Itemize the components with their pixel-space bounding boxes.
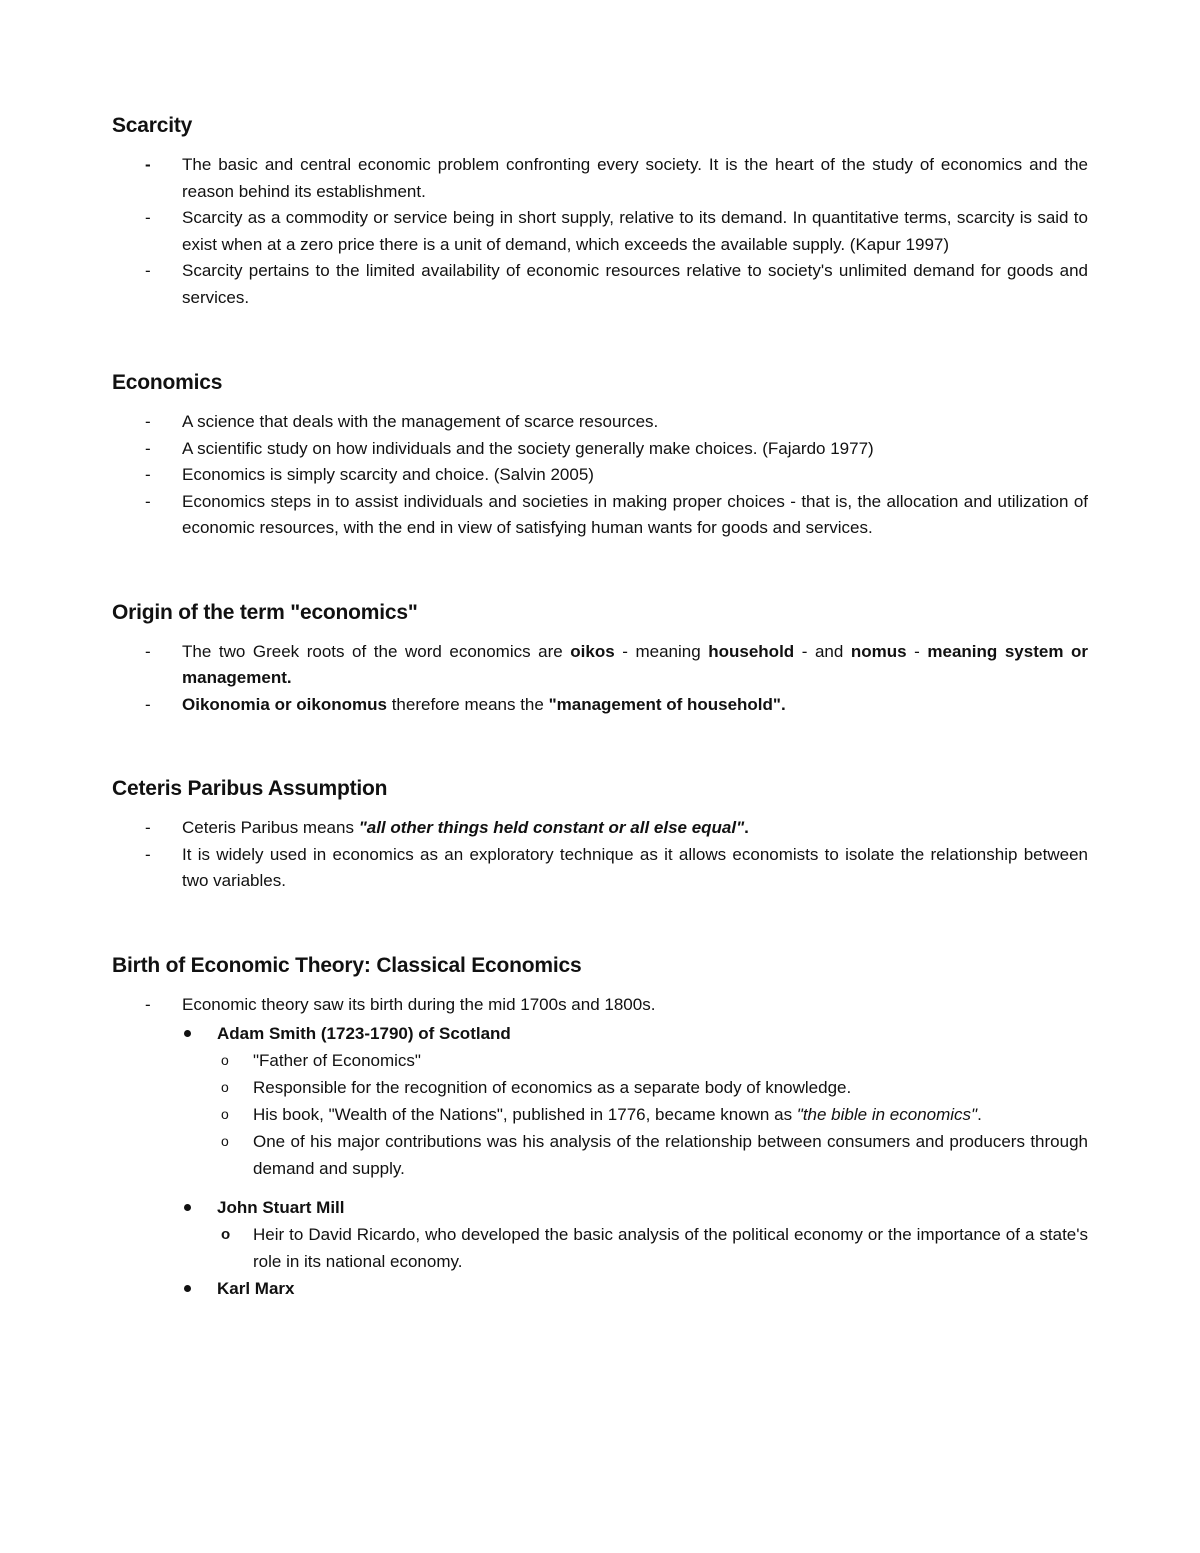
- circle-bullet-icon: o: [221, 1106, 229, 1122]
- section-origin: [112, 599, 1088, 719]
- economist-karl-marx: [112, 1275, 1088, 1302]
- list-item: - Scarcity pertains to the limited availability of economic resources relative to society's unlimited demand for goods and services.: [112, 258, 1088, 311]
- sub-item: o "Father of Economics": [217, 1047, 1088, 1074]
- list-item: - A scientific study on how individuals and the society generally make choices. (Fajardo 1977): [112, 436, 1088, 463]
- heading-origin: Origin of the term "economics": [112, 600, 418, 624]
- sub-item: o Heir to David Ricardo, who developed the basic analysis of the political economy or the importance of a state's role in its national economy.: [217, 1221, 1088, 1275]
- economist-name: Adam Smith (1723-1790) of Scotland: [217, 1024, 511, 1043]
- economists-list: [112, 1020, 1088, 1302]
- bullet-icon: [184, 1030, 191, 1037]
- circle-bullet-icon: o: [221, 1133, 229, 1149]
- circle-bullet-icon: o: [221, 1052, 229, 1068]
- economist-adam-smith: [112, 1020, 1088, 1182]
- list-item: - The two Greek roots of the word economics are oikos - meaning household - and nomus - meaning system or management.: [112, 639, 1088, 692]
- smith-details: [217, 1047, 1088, 1182]
- origin-list: [112, 639, 1088, 719]
- heading-ceteris-paribus: Ceteris Paribus Assumption: [112, 777, 388, 800]
- section-birth-of-economic-theory: [112, 952, 1088, 1303]
- mill-details: [217, 1221, 1088, 1275]
- dash-marker: -: [145, 412, 151, 431]
- heading-scarcity: Scarcity: [112, 114, 193, 137]
- economist-name: John Stuart Mill: [217, 1198, 345, 1217]
- list-item: - Scarcity as a commodity or service being in short supply, relative to its demand. In quantitative terms, scarcity is said to exist when at a zero price there is a unit of demand, which exceeds the available supply. (Kapur 1997): [112, 205, 1088, 258]
- document-body: [112, 112, 1088, 1302]
- sub-item: o His book, "Wealth of the Nations", published in 1776, became known as "the bible in economics".: [217, 1101, 1088, 1128]
- dash-marker: -: [145, 438, 151, 458]
- section-ceteris-paribus: [112, 775, 1088, 895]
- list-item: - The basic and central economic problem confronting every society. It is the heart of the study of economics and the reason behind its establishment.: [112, 152, 1088, 205]
- list-item: - It is widely used in economics as an exploratory technique as it allows economists to isolate the relationship between two variables.: [112, 842, 1088, 895]
- dash-marker: -: [145, 261, 151, 280]
- section-economics: [112, 369, 1088, 542]
- dash-marker: -: [145, 155, 151, 174]
- list-item: - A science that deals with the management of scarce resources.: [112, 409, 1088, 436]
- dash-marker: -: [145, 844, 151, 864]
- economist-john-stuart-mill: [112, 1194, 1088, 1275]
- circle-bullet-icon: o: [221, 1079, 229, 1095]
- list-item: - Economic theory saw its birth during the mid 1700s and 1800s.: [112, 992, 1088, 1019]
- scarcity-list: [112, 152, 1088, 311]
- dash-marker: -: [145, 208, 151, 227]
- dash-marker: -: [145, 641, 151, 661]
- dash-marker: -: [145, 491, 151, 511]
- list-item: - Economics steps in to assist individuals and societies in making proper choices - that is, the allocation and utilization of economic resources, with the end in view of satisfying human wants for goods and services.: [112, 489, 1088, 542]
- economist-name: Karl Marx: [217, 1279, 295, 1298]
- heading-birth-of-economic-theory: Birth of Economic Theory: Classical Economics: [112, 953, 582, 977]
- dash-marker: -: [145, 994, 151, 1014]
- section-scarcity: [112, 112, 1088, 311]
- birth-list: [112, 992, 1088, 1019]
- heading-economics: Economics: [112, 371, 223, 394]
- circle-bullet-icon: o: [221, 1226, 231, 1243]
- economics-list: [112, 409, 1088, 542]
- sub-item: o One of his major contributions was his analysis of the relationship between consumers and producers through demand and supply.: [217, 1128, 1088, 1182]
- bullet-icon: [184, 1204, 191, 1211]
- dash-marker: -: [145, 818, 151, 837]
- dash-marker: -: [145, 465, 151, 484]
- list-item: - Economics is simply scarcity and choice. (Salvin 2005): [112, 462, 1088, 489]
- ceteris-list: [112, 815, 1088, 895]
- list-item: - Ceteris Paribus means "all other things held constant or all else equal".: [112, 815, 1088, 842]
- list-item: - Oikonomia or oikonomus therefore means the "management of household".: [112, 692, 1088, 719]
- bullet-icon: [184, 1285, 191, 1292]
- dash-marker: -: [145, 694, 151, 714]
- sub-item: o Responsible for the recognition of economics as a separate body of knowledge.: [217, 1074, 1088, 1101]
